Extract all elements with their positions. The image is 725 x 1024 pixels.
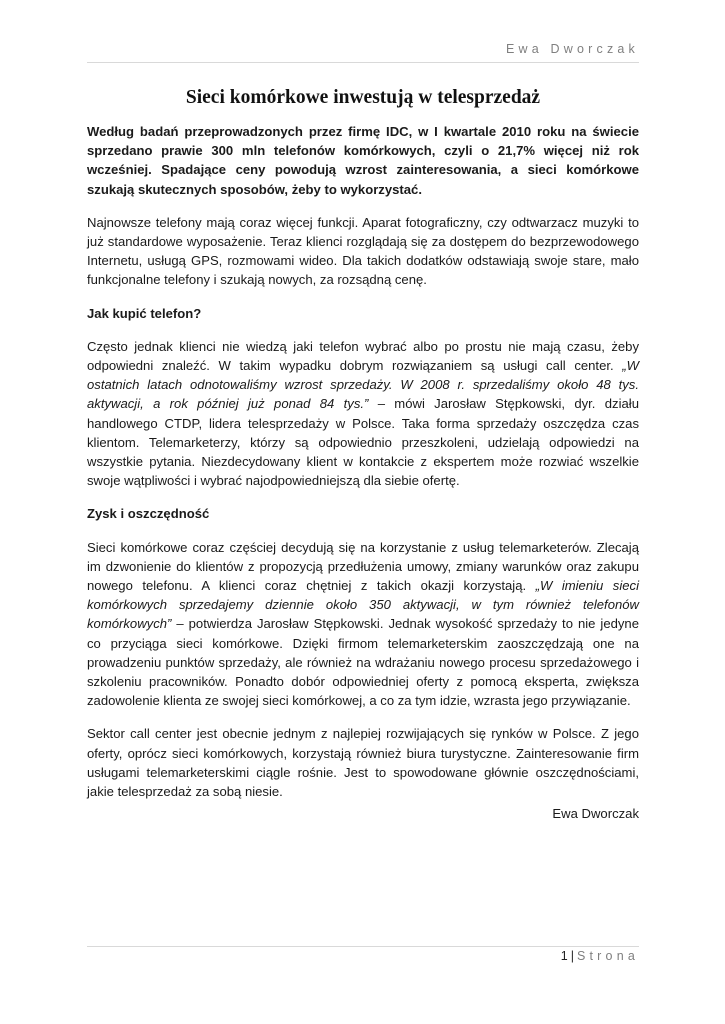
section-heading-1: Jak kupić telefon? (87, 305, 202, 321)
header-divider (87, 62, 639, 63)
paragraph-3-text-a: Sieci komórkowe coraz częściej decydują się na korzystanie z usług telemarketerów. Zlecają im dzwonienie do klientów z propozycją przedłużenia umowy, zmiany warunków oraz zakupu nowego telefonu. A klienci coraz chętniej z takich okazji korzystają. (87, 539, 639, 594)
paragraph-2-quote: „W ostatnich latach odnotowaliśmy wzrost sprzedaży. W 2008 r. sprzedaliśmy około 48 tys. aktywacji, a rok później już ponad 84 tys.” (87, 358, 639, 412)
lead-paragraph: Według badań przeprowadzonych przez firmę IDC, w I kwartale 2010 roku na świecie sprzedano prawie 300 mln telefonów komórkowych, czyli o 21,7% więcej niż rok wcześniej. Spadające ceny powodują wzrost zainteresowania, a sieci komórkowe szukają skutecznych sposobów, żeby to wykorzystać. (87, 124, 639, 197)
paragraph-2-text-a: Często jednak klienci nie wiedzą jaki telefon wybrać albo po prostu nie mają czasu, żeby odpowiedni znaleźć. W takim wypadku dobrym rozwiązaniem są usługi call center. (87, 338, 639, 374)
page-footer (561, 949, 639, 963)
footer-separator: | (570, 949, 574, 963)
article-body (87, 122, 639, 815)
paragraph-2-text-b: – mówi Jarosław Stępkowski, dyr. działu handlowego CTDP, lidera telesprzedaży w Polsce. Taka forma sprzedaży oszczędza czas klientom. Telemarketerzy, którzy są odpowiednio przeszkoleni, udzielają odpowiedzi na wszystkie pytania. Niezdecydowany klient w kontakcie z ekspertem może rozwiać wszelkie swoje wątpliwości i wybrać najodpowiedniejszą dla siebie ofertę. (87, 396, 639, 489)
footer-divider (87, 946, 639, 947)
paragraph-2 (87, 337, 639, 491)
section-heading-2: Zysk i oszczędność (87, 506, 210, 522)
page-label: Strona (576, 949, 639, 963)
header-author: Ewa Dworczak (505, 42, 639, 56)
paragraph-3-text-b: – potwierdza Jarosław Stępkowski. Jednak wysokość sprzedaży to nie jedyne co przyciąga sieci komórkowe. Dzięki firmom telemarketerskim zaoszczędzają one na prowadzeniu punktów sprzedaży, ale również na wdrażaniu nowego procesu sprzedażowego i szkoleniu pracowników. Ponadto dobór odpowiedniej oferty z pomocą eksperta, zwiększa zadowolenie klienta ze swojej sieci komórkowej, a co za tym idzie, wzrasta jego przywiązanie. (87, 616, 639, 709)
page-number: 1 (560, 949, 568, 963)
paragraph-3-quote: „W imieniu sieci komórkowych sprzedajemy dziennie około 350 aktywacji, w tym również telefonów komórkowych” (87, 578, 639, 632)
article-title: Sieci komórkowe inwestują w telesprzedaż (185, 87, 541, 108)
author-signature: Ewa Dworczak (552, 806, 639, 821)
paragraph-3 (87, 538, 639, 711)
paragraph-4: Sektor call center jest obecnie jednym z najlepiej rozwijających się rynków w Polsce. Z jego oferty, oprócz sieci komórkowych, korzystają również biura turystyczne. Zainteresowanie firm usługami telemarketerskimi ciągle rośnie. Jest to spowodowane głównie oszczędnościami, jakie telesprzedaż za sobą niesie. (87, 726, 639, 800)
paragraph-1: Najnowsze telefony mają coraz więcej funkcji. Aparat fotograficzny, czy odtwarzacz muzyki to już standardowe wyposażenie. Teraz klienci rozglądają się za dostępem do bezprzewodowego Internetu, usługą GPS, rozmowami wideo. Dla takich dodatków odstawiają swoje stare, mało funkcjonalne telefony i szukają nowych, za rozsądną cenę. (87, 214, 639, 288)
